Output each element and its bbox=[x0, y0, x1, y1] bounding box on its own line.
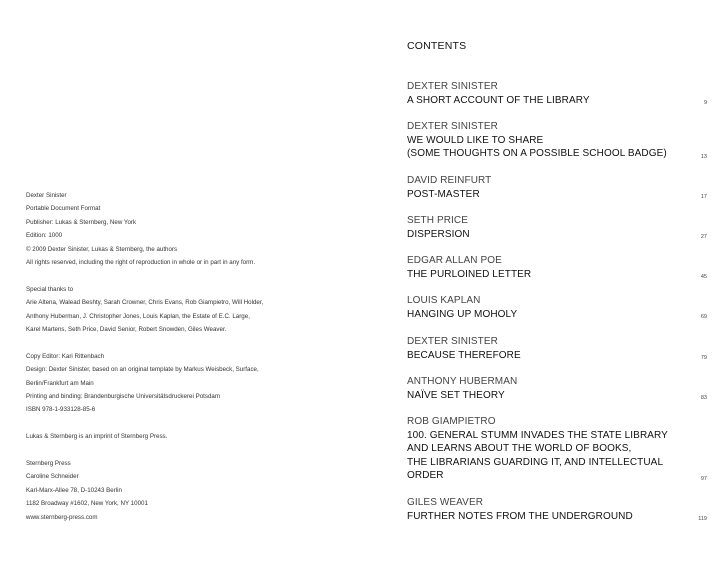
toc-title: FURTHER NOTES FROM THE UNDERGROUND bbox=[407, 510, 633, 522]
colophon-line: Karl-Marx-Allee 78, D-10243 Berlin bbox=[26, 486, 122, 494]
toc-title: DISPERSION bbox=[407, 228, 470, 240]
toc-entry[interactable] bbox=[407, 375, 707, 402]
toc-page-number: 17 bbox=[700, 194, 707, 200]
toc-author: SETH PRICE bbox=[407, 215, 469, 226]
toc-entry[interactable] bbox=[407, 174, 707, 201]
toc-title: ORDER bbox=[407, 470, 444, 481]
colophon-line: Arie Altena, Walead Beshty, Sarah Crowner, Chris Evans, Rob Giampietro, Will Holder, bbox=[26, 299, 264, 307]
colophon-line: Dexter Sinister bbox=[26, 192, 67, 199]
toc-page-number: 45 bbox=[700, 274, 707, 280]
toc-author: DEXTER SINISTER bbox=[407, 121, 498, 132]
toc-page-number: 69 bbox=[700, 314, 707, 320]
colophon-line: Printing and binding: Brandenburgische Universitätsdruckerei Potsdam bbox=[26, 393, 220, 401]
toc-entry[interactable] bbox=[407, 294, 707, 321]
colophon-line: 1182 Broadway #1602, New York, NY 10001 bbox=[26, 500, 148, 508]
toc-title: A SHORT ACCOUNT OF THE LIBRARY bbox=[407, 94, 590, 106]
colophon-line: All rights reserved, including the right of reproduction in whole or in part in any form. bbox=[26, 259, 256, 267]
toc-title: 100. GENERAL STUMM INVADES THE STATE LIBRARY bbox=[407, 429, 668, 441]
toc-author: DEXTER SINISTER bbox=[407, 81, 498, 92]
colophon-line: Karel Martens, Seth Price, David Senior, Robert Snowden, Giles Weaver. bbox=[26, 326, 227, 334]
toc-author: EDGAR ALLAN POE bbox=[407, 255, 502, 266]
toc-entry[interactable] bbox=[407, 80, 707, 107]
toc-page-number: 13 bbox=[700, 153, 707, 160]
toc-entry[interactable] bbox=[407, 254, 707, 281]
colophon-line: Design: Dexter Sinister, based on an original template by Markus Weisbeck, Surface, bbox=[26, 366, 259, 374]
colophon-line: www.sternberg-press.com bbox=[26, 513, 98, 521]
toc-author: ANTHONY HUBERMAN bbox=[407, 376, 518, 387]
colophon-line: Edition: 1000 bbox=[26, 232, 63, 240]
colophon-line: © 2009 Dexter Sinister, Lukas & Sternberg, the authors bbox=[26, 245, 178, 253]
toc-author: DEXTER SINISTER bbox=[407, 336, 498, 347]
toc-title: THE PURLOINED LETTER bbox=[407, 268, 532, 280]
colophon-line: Special thanks to bbox=[26, 285, 74, 293]
colophon-line: Caroline Schneider bbox=[26, 473, 79, 481]
colophon-line: Portable Document Format bbox=[26, 205, 101, 213]
toc-page-number: 97 bbox=[700, 475, 707, 482]
colophon-line: Sternberg Press bbox=[26, 460, 71, 468]
toc-page-number: 119 bbox=[698, 516, 707, 522]
colophon-spacer bbox=[26, 417, 326, 430]
toc-page-number: 27 bbox=[700, 234, 707, 240]
contents-page bbox=[407, 0, 707, 563]
colophon-spacer bbox=[26, 269, 326, 282]
toc-page-number: 83 bbox=[700, 395, 707, 401]
contents-heading: CONTENTS bbox=[407, 40, 467, 52]
colophon-spacer bbox=[26, 444, 326, 457]
toc-entry[interactable] bbox=[407, 496, 707, 523]
toc-entry[interactable] bbox=[407, 120, 707, 161]
toc-page-number: 9 bbox=[703, 100, 707, 106]
colophon-line: Publisher: Lukas & Sternberg, New York bbox=[26, 218, 137, 226]
colophon-spacer bbox=[26, 336, 326, 349]
toc-title: (SOME THOUGHTS ON A POSSIBLE SCHOOL BADGE) bbox=[407, 148, 667, 159]
toc-entry[interactable] bbox=[407, 415, 707, 483]
toc-entry[interactable] bbox=[407, 214, 707, 241]
toc-title: WE WOULD LIKE TO SHARE bbox=[407, 134, 544, 146]
toc-title: AND LEARNS ABOUT THE WORLD OF BOOKS, bbox=[407, 443, 632, 454]
toc-title: BECAUSE THEREFORE bbox=[407, 349, 521, 361]
toc-title: HANGING UP MOHOLY bbox=[407, 308, 518, 320]
toc-author: LOUIS KAPLAN bbox=[407, 295, 481, 306]
toc-title: THE LIBRARIANS GUARDING IT, AND INTELLECTUAL bbox=[407, 456, 664, 468]
colophon bbox=[26, 189, 326, 524]
toc-author: GILES WEAVER bbox=[407, 497, 484, 508]
toc-page-number: 79 bbox=[700, 355, 707, 361]
colophon-line: ISBN 978-1-933128-85-6 bbox=[26, 406, 96, 414]
colophon-line: Berlin/Frankfurt am Main bbox=[26, 379, 94, 387]
colophon-line: Anthony Huberman, J. Christopher Jones, Louis Kaplan, the Estate of E.C. Large, bbox=[26, 312, 250, 320]
toc-author: ROB GIAMPIETRO bbox=[407, 416, 496, 427]
toc-title: NAÏVE SET THEORY bbox=[407, 389, 505, 401]
toc-entry[interactable] bbox=[407, 335, 707, 362]
toc-title: POST-MASTER bbox=[407, 188, 480, 200]
colophon-line: Lukas & Sternberg is an imprint of Sternberg Press. bbox=[26, 433, 168, 441]
colophon-line: Copy Editor: Kari Rittenbach bbox=[26, 352, 105, 360]
toc-author: DAVID REINFURT bbox=[407, 175, 492, 186]
